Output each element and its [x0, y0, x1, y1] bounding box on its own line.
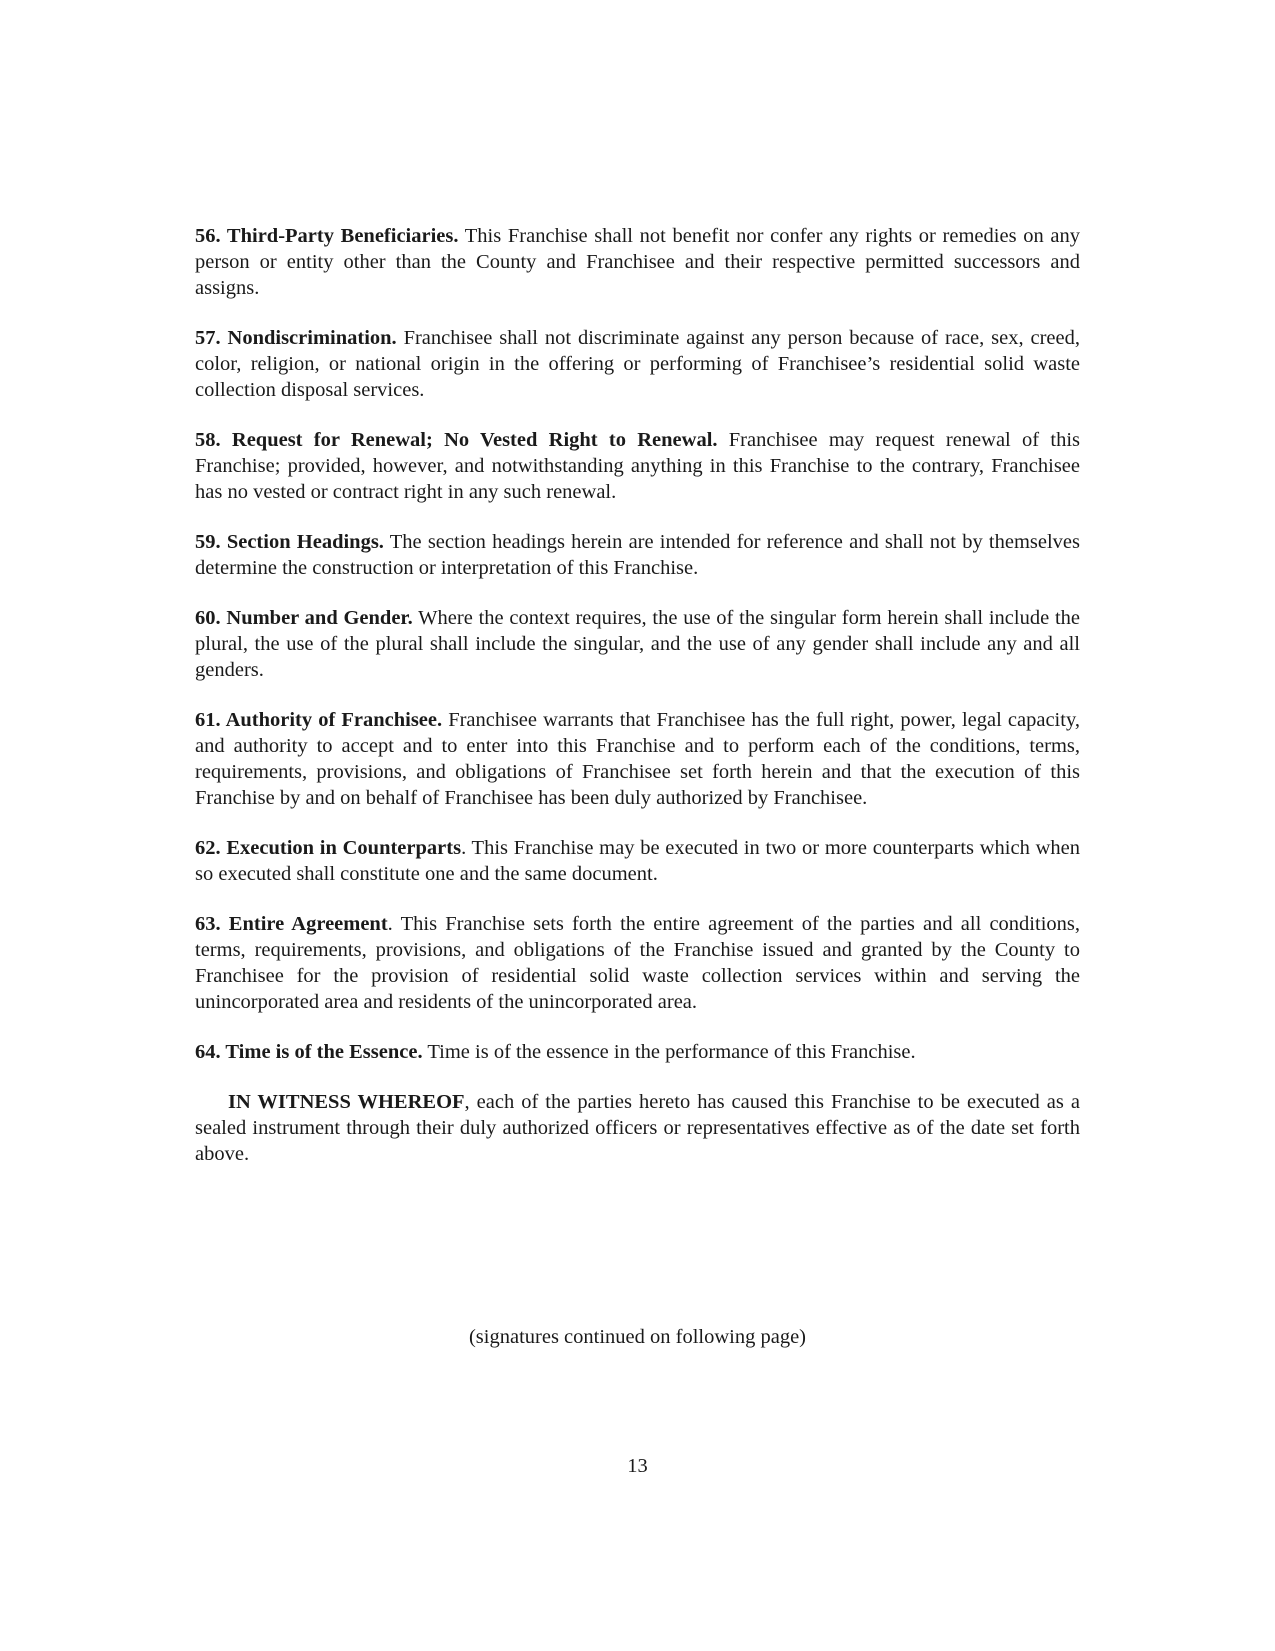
section-text: Where the context requires, the use of the singular form herein shall include the plural, the use of the plural shall include the singular, and the use of any gender shall include any and all genders.: [195, 607, 1080, 681]
section-61-authority-of-franchisee: [195, 707, 1080, 811]
section-62-execution-in-counterparts: [195, 835, 1080, 887]
section-text: Time is of the essence in the performance of this Franchise.: [422, 1041, 916, 1063]
section-heading: 64. Time is of the Essence.: [195, 1041, 423, 1063]
section-58-request-for-renewal: [195, 427, 1080, 505]
section-text: The section headings herein are intended for reference and shall not by themselves determine the construction or interpretation of this Franchise.: [195, 531, 1080, 579]
section-63-entire-agreement: [195, 911, 1080, 1015]
section-text: This Franchise shall not benefit nor confer any rights or remedies on any person or entity other than the County and Franchisee and their respective permitted successors and assigns.: [195, 225, 1080, 299]
signatures-continued-note: (signatures continued on following page): [468, 1326, 807, 1348]
section-57-nondiscrimination: [195, 325, 1080, 403]
section-text: Franchisee warrants that Franchisee has the full right, power, legal capacity, and authority to accept and to enter into this Franchise and to perform each of the conditions, terms, requirements, provisions, and obligations of Franchisee set forth herein and that the execution of this Franchise by and on behalf of Franchisee has been duly authorized by Franchisee.: [195, 709, 1080, 809]
section-heading: 58. Request for Renewal; No Vested Right to Renewal.: [195, 429, 718, 451]
section-text: . This Franchise sets forth the entire agreement of the parties and all conditions, terms, requirements, provisions, and obligations of the Franchise issued and granted by the County to Franchisee for the provision of residential solid waste collection services within and serving the unincorporated area and residents of the unincorporated area.: [195, 913, 1080, 1013]
section-heading: 63. Entire Agreement: [195, 913, 388, 935]
section-heading: 59. Section Headings.: [195, 531, 384, 553]
page-number: 13: [627, 1455, 648, 1477]
document-body: [195, 223, 1080, 1191]
section-text: Franchisee may request renewal of this Franchise; provided, however, and notwithstanding anything in this Franchise to the contrary, Franchisee has no vested or contract right in any such renewal.: [195, 429, 1080, 503]
section-heading: 60. Number and Gender.: [195, 607, 413, 629]
section-64-time-is-of-the-essence: [195, 1039, 1080, 1065]
witness-clause: [195, 1089, 1080, 1167]
section-text: . This Franchise may be executed in two or more counterparts which when so executed shall constitute one and the same document.: [195, 837, 1080, 885]
section-heading: 57. Nondiscrimination.: [195, 327, 397, 349]
section-56-third-party-beneficiaries: [195, 223, 1080, 301]
witness-text: , each of the parties hereto has caused this Franchise to be executed as a sealed instrument through their duly authorized officers or representatives effective as of the date set forth above.: [195, 1091, 1080, 1165]
section-heading: 56. Third-Party Beneficiaries.: [195, 225, 459, 247]
section-60-number-and-gender: [195, 605, 1080, 683]
section-heading: 61. Authority of Franchisee.: [195, 709, 443, 731]
section-text: Franchisee shall not discriminate against any person because of race, sex, creed, color, religion, or national origin in the offering or performing of Franchisee’s residential solid waste collection disposal services.: [195, 327, 1080, 401]
section-59-section-headings: [195, 529, 1080, 581]
section-heading: 62. Execution in Counterparts: [195, 837, 462, 859]
witness-lead: IN WITNESS WHEREOF: [228, 1091, 465, 1113]
